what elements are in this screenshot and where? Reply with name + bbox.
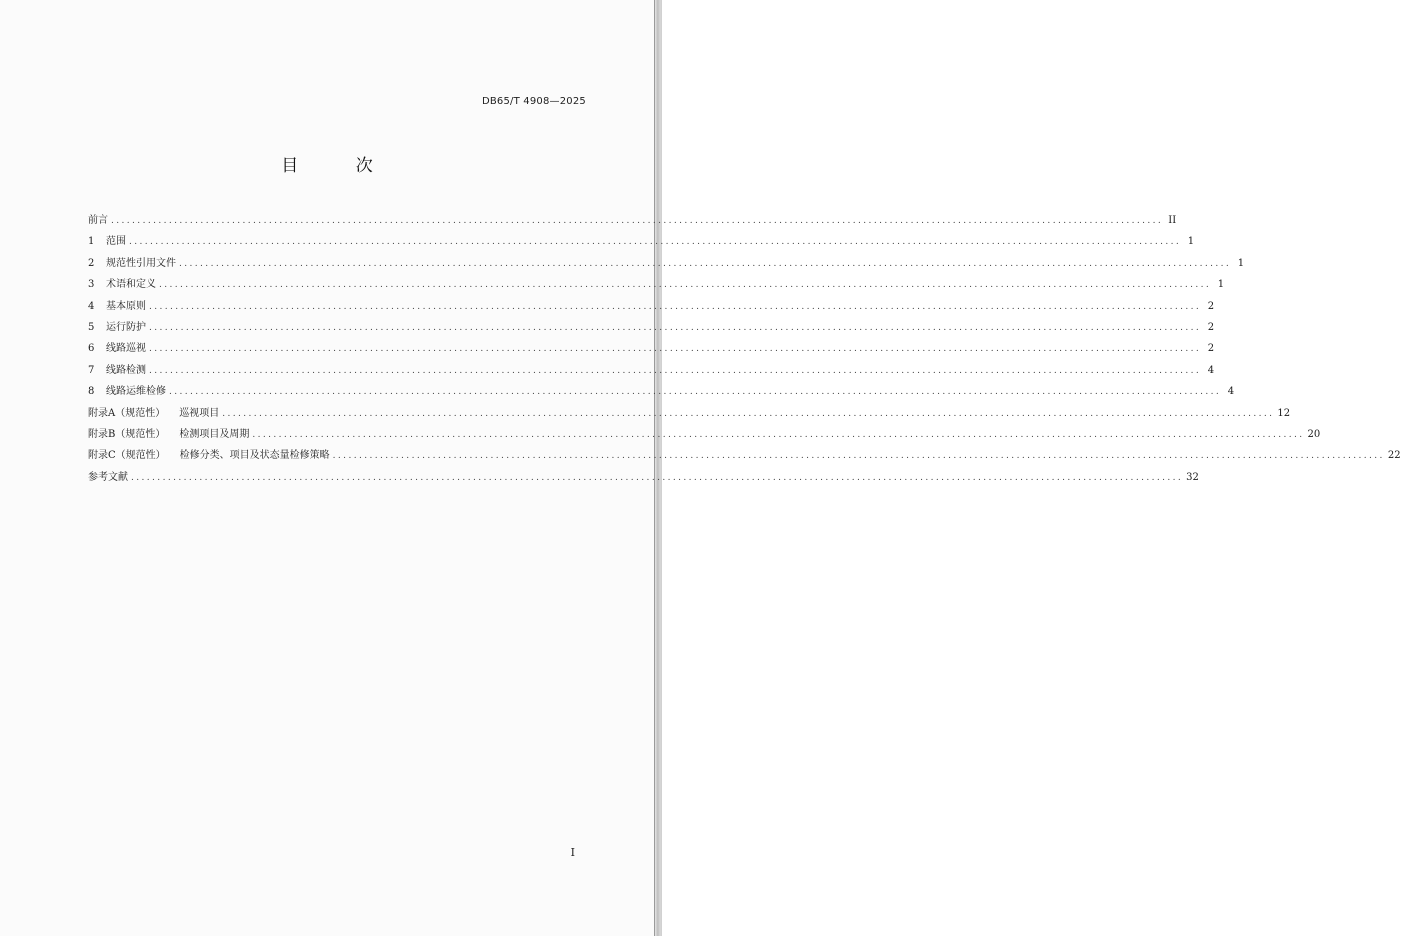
toc-entry-number: 6 (88, 343, 95, 355)
toc-entry-page: 1 (1217, 279, 1225, 291)
toc-entry-label (88, 424, 249, 445)
toc-entry-label (106, 274, 156, 295)
toc-entry-label-text: 附录A（规范性） (88, 407, 166, 419)
toc-leader-dots: ........................................................................................................................................................................................................ (179, 258, 1232, 269)
toc-entry[interactable] (88, 381, 1235, 402)
toc-entry-label (88, 445, 330, 466)
toc-entry-page: II (1168, 215, 1177, 226)
toc-entry-page: 2 (1207, 321, 1215, 333)
toc-leader-dots: ........................................................................................................................................................................................................ (149, 322, 1202, 333)
toc-entry-subtitle: 巡视项目 (179, 407, 220, 419)
toc-entry[interactable] (88, 467, 1199, 488)
toc-leader-dots: ........................................................................................................................................................................................................ (149, 365, 1202, 376)
toc-entry[interactable] (88, 253, 1245, 274)
toc-entry-label-text: 基本原则 (106, 300, 146, 312)
toc-entry-number: 1 (88, 236, 95, 248)
toc-leader-dots: ........................................................................................................................................................................................................ (252, 429, 1305, 440)
document-code: DB65/T 4908—2025 (481, 96, 586, 107)
toc-entry-page: 2 (1207, 300, 1215, 312)
page-number: I (570, 846, 575, 859)
page-title: 目 次 (281, 156, 399, 176)
toc-entry-label-text: 参考文献 (88, 471, 128, 483)
toc-entry-label-text: 术语和定义 (106, 279, 156, 291)
toc-entry-subtitle: 检测项目及周期 (179, 428, 250, 440)
toc-leader-dots: ........................................................................................................................................................................................................ (131, 472, 1184, 483)
toc-entry-label-text: 运行防护 (106, 321, 146, 333)
toc-entry[interactable] (88, 445, 1401, 466)
toc-entry[interactable] (88, 210, 1177, 231)
toc-entry-label-text: 范围 (106, 236, 126, 248)
toc-entry-label (106, 296, 146, 317)
toc-entry[interactable] (88, 317, 1215, 338)
toc-entry[interactable] (88, 424, 1321, 445)
toc-leader-dots: ........................................................................................................................................................................................................ (222, 408, 1275, 419)
toc-entry-label (106, 253, 176, 274)
toc-entry-number: 5 (88, 321, 95, 333)
toc-entry-label-text: 线路检测 (106, 364, 146, 376)
toc-entry-subtitle: 检修分类、项目及状态量检修策略 (179, 450, 330, 462)
toc-entry-label (106, 360, 146, 381)
toc-entry-label (88, 210, 108, 231)
toc-entry[interactable] (88, 296, 1215, 317)
toc-leader-dots: ........................................................................................................................................................................................................ (169, 387, 1222, 398)
toc-leader-dots: ........................................................................................................................................................................................................ (149, 344, 1202, 355)
table-of-contents (88, 210, 1401, 488)
toc-leader-dots: ........................................................................................................................................................................................................ (332, 451, 1385, 462)
toc-entry-page: 4 (1207, 364, 1215, 376)
toc-entry-label-text: 规范性引用文件 (106, 257, 176, 269)
toc-entry-number: 2 (88, 257, 95, 269)
toc-entry-page: 1 (1237, 257, 1245, 269)
toc-entry[interactable] (88, 274, 1225, 295)
toc-entry-page: 2 (1207, 343, 1215, 355)
toc-leader-dots: ........................................................................................................................................................................................................ (111, 216, 1164, 226)
toc-entry-label (106, 231, 126, 252)
toc-entry-label-text: 前言 (88, 215, 108, 226)
toc-entry-label (88, 467, 128, 488)
toc-entry-label (88, 403, 219, 424)
toc-entry-label-text: 线路巡视 (106, 343, 146, 355)
toc-entry[interactable] (88, 231, 1195, 252)
toc-entry-label-text: 线路运维检修 (106, 386, 166, 398)
toc-entry-label-text: 附录B（规范性） (88, 428, 166, 440)
toc-entry-number: 7 (88, 364, 95, 376)
toc-entry-label (106, 381, 166, 402)
toc-entry-number: 8 (88, 386, 95, 398)
toc-entry-page: 22 (1387, 450, 1401, 462)
toc-entry-page: 32 (1186, 471, 1199, 483)
toc-entry-page: 12 (1277, 407, 1291, 419)
toc-entry-number: 3 (88, 279, 95, 291)
toc-leader-dots: ........................................................................................................................................................................................................ (129, 237, 1182, 248)
toc-leader-dots: ........................................................................................................................................................................................................ (159, 280, 1212, 291)
toc-entry[interactable] (88, 338, 1215, 359)
toc-entry-page: 1 (1187, 236, 1195, 248)
toc-entry-page: 4 (1227, 386, 1235, 398)
toc-leader-dots: ........................................................................................................................................................................................................ (149, 301, 1202, 312)
toc-entry-label (106, 317, 146, 338)
toc-entry-label (106, 338, 146, 359)
toc-entry-page: 20 (1307, 428, 1321, 440)
toc-entry[interactable] (88, 403, 1291, 424)
toc-entry-number: 4 (88, 300, 95, 312)
toc-entry-label-text: 附录C（规范性） (88, 450, 166, 462)
toc-entry[interactable] (88, 360, 1215, 381)
